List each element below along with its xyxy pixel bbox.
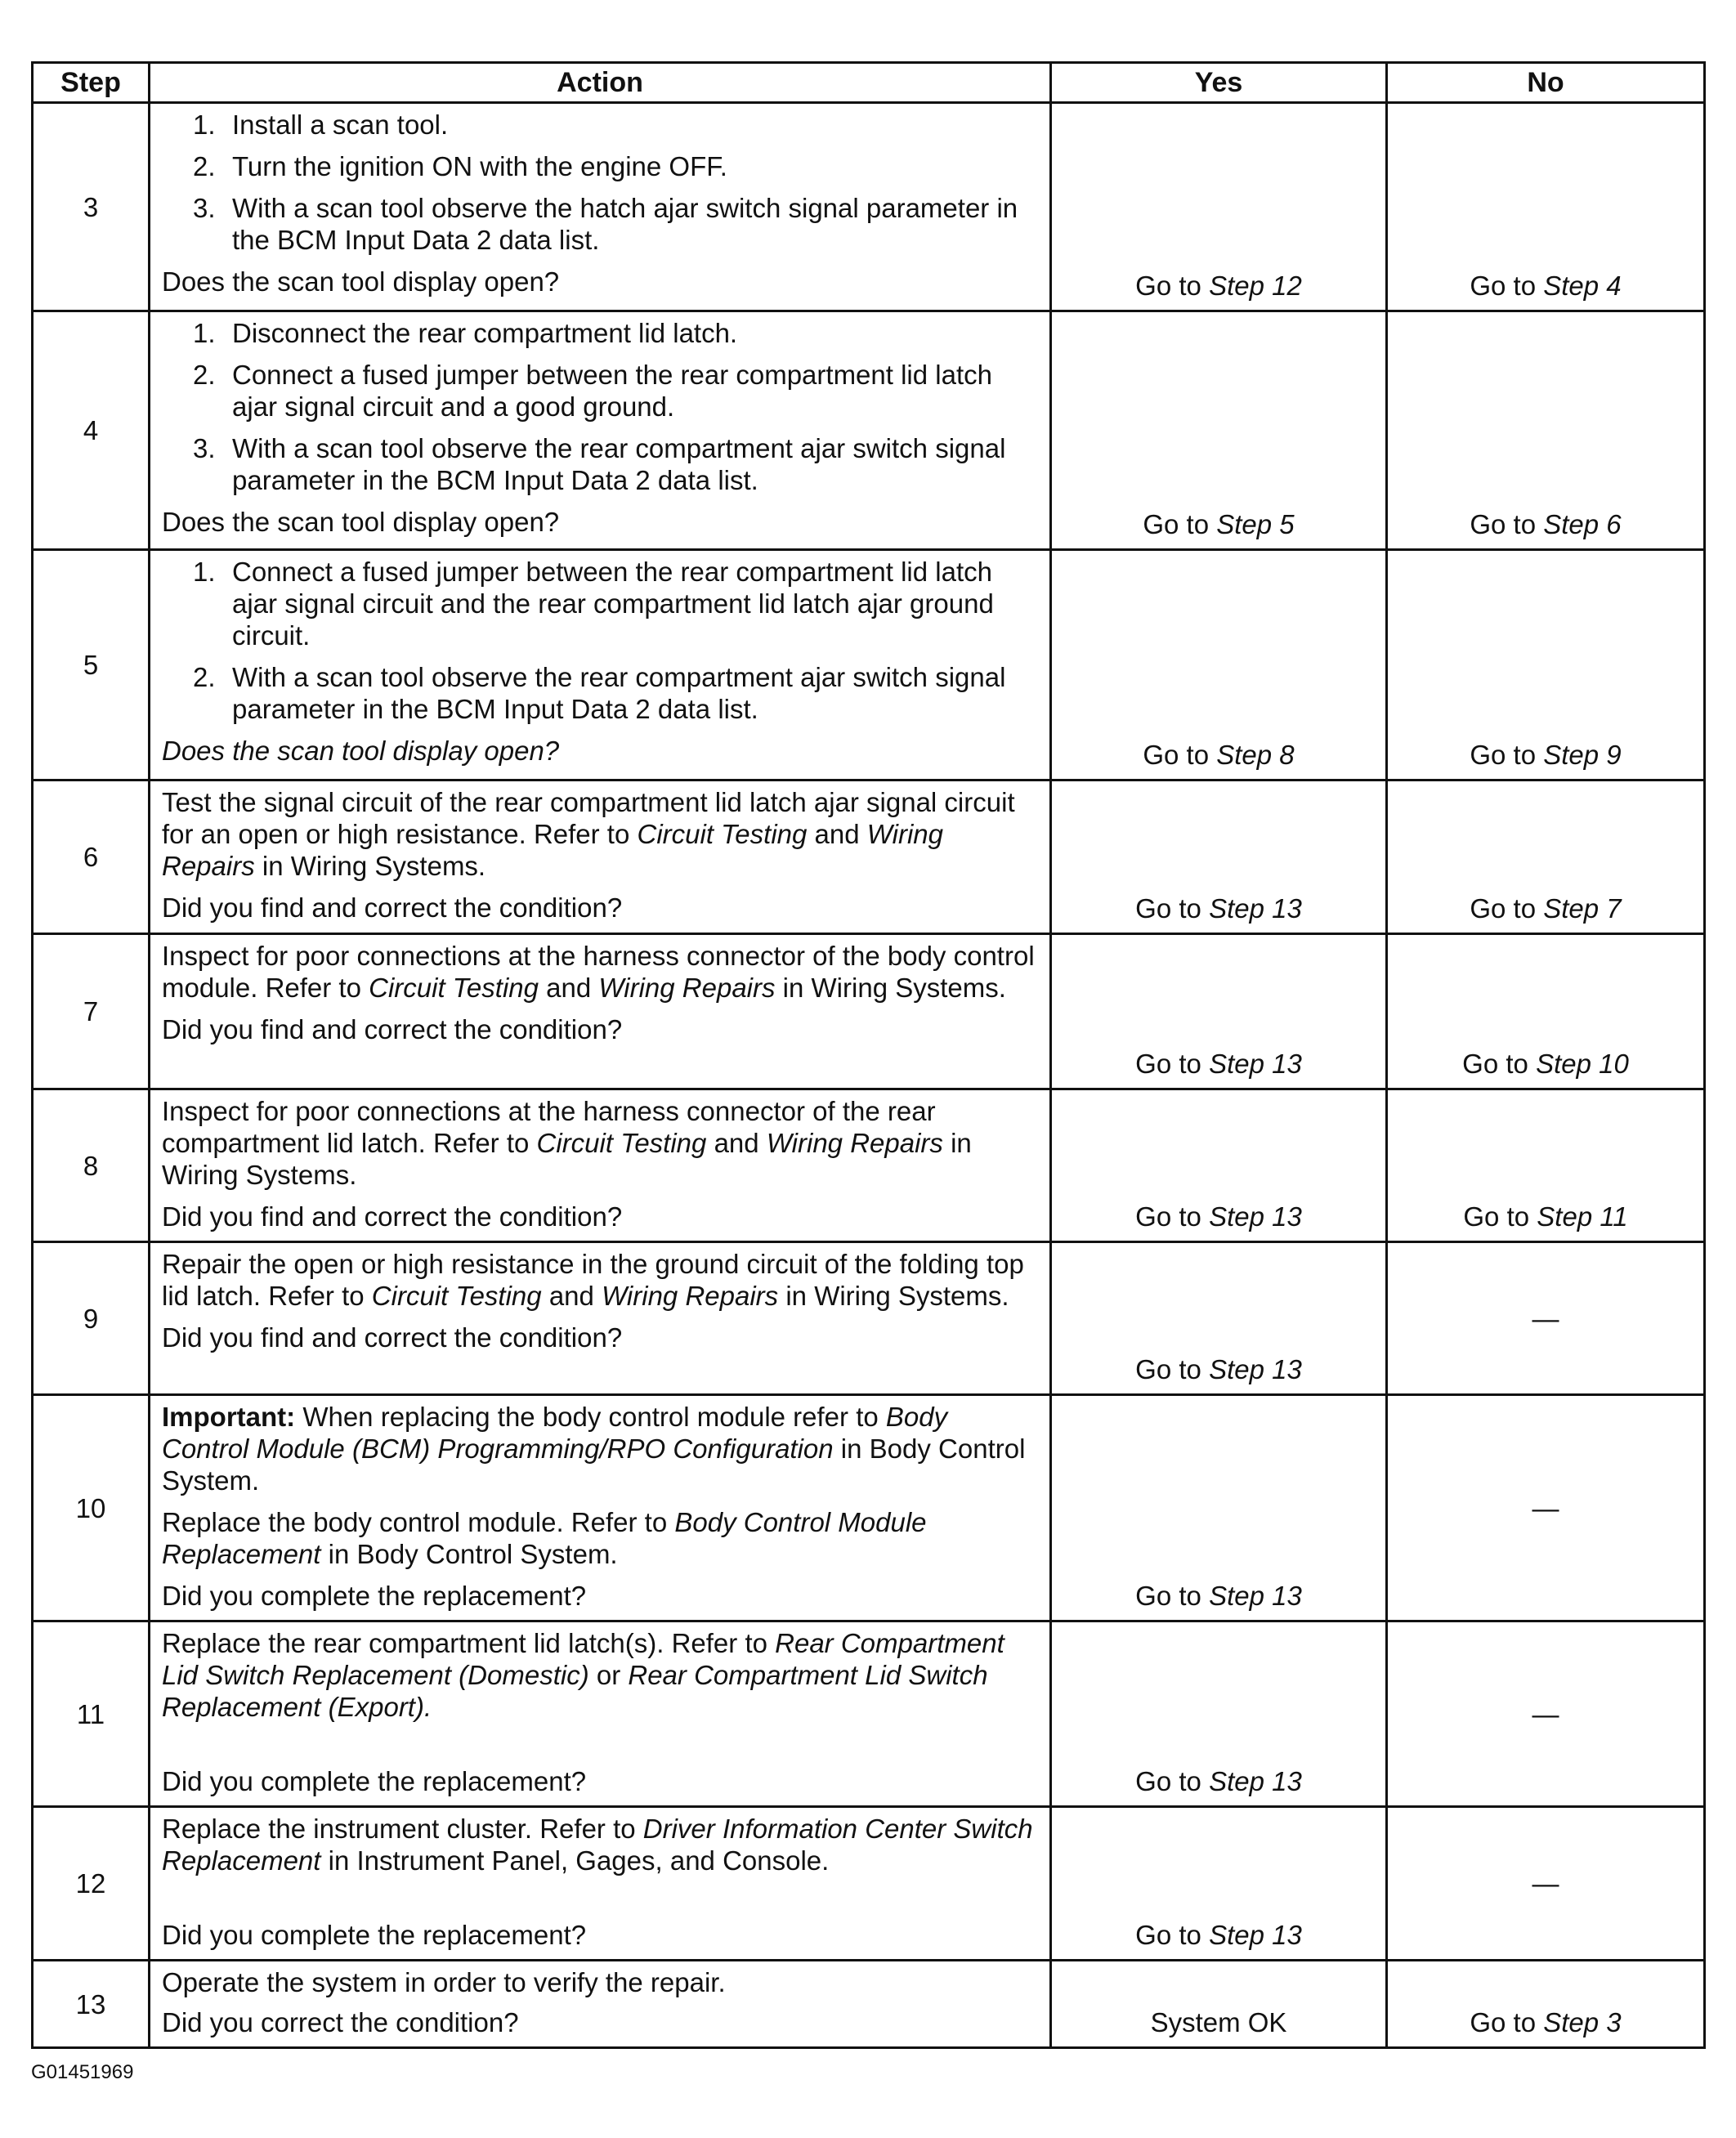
table-row (33, 550, 1705, 781)
no-target: Step 4 (1543, 271, 1622, 301)
yes-target: Step 13 (1209, 893, 1302, 924)
action-cell (150, 311, 1051, 550)
instruction: Operate the system in order to verify the repair. (162, 1967, 726, 1997)
no-prefix: Go to (1470, 2007, 1544, 2037)
item-text: Install a scan tool. (232, 110, 449, 140)
table-row (33, 781, 1705, 934)
yes-target: Step 13 (1209, 1766, 1302, 1796)
item-text: With a scan tool observe the rear compartment ajar switch signal parameter in the BCM Input Data 2 data list. (232, 662, 1006, 724)
diagnostic-table (31, 61, 1706, 2049)
action-cell (150, 1089, 1051, 1242)
yes-cell (1051, 781, 1387, 934)
instruction-text: in Wiring Systems. (254, 851, 486, 881)
question: Does the scan tool display open? (162, 736, 560, 766)
yes-target: Step 12 (1209, 271, 1302, 301)
item-number: 3. (193, 193, 216, 223)
no-target: Step 7 (1543, 893, 1622, 924)
yes-target: Step 13 (1209, 1354, 1302, 1384)
yes-cell: System OK (1051, 1961, 1387, 2048)
no-cell (1387, 311, 1705, 550)
instruction-text: in Wiring Systems. (775, 973, 1006, 1003)
important-note (162, 1401, 1035, 1496)
action-cell (150, 550, 1051, 781)
no-prefix: Go to (1463, 1201, 1537, 1232)
question: Did you complete the replacement? (162, 1766, 587, 1796)
no-target: Step 6 (1543, 509, 1622, 539)
step-number: 8 (33, 1089, 150, 1242)
instruction-text: and (541, 1281, 602, 1311)
yes-cell (1051, 311, 1387, 550)
reference-link: Circuit Testing (637, 819, 808, 849)
instruction-text: in Wiring Systems. (162, 1128, 972, 1190)
step-number: 4 (33, 311, 150, 550)
step-number: 5 (33, 550, 150, 781)
step-number: 7 (33, 934, 150, 1089)
action-cell (150, 1961, 1051, 2048)
list-item (193, 317, 1035, 349)
action-cell (150, 1395, 1051, 1621)
no-target: Step 11 (1537, 1201, 1628, 1232)
table-row (33, 934, 1705, 1089)
no-target: Step 10 (1536, 1049, 1629, 1079)
question: Did you complete the replacement? (162, 1581, 587, 1611)
no-cell (1387, 1961, 1705, 2048)
step-number: 12 (33, 1807, 150, 1961)
step-number: 11 (33, 1621, 150, 1807)
header-action: Action (150, 63, 1051, 103)
reference-link: Circuit Testing (369, 973, 539, 1003)
no-prefix: Go to (1470, 893, 1544, 924)
reference-link: Rear Compartment Lid Switch Replacement (Export). (162, 1660, 988, 1722)
question: Did you find and correct the condition? (162, 1014, 623, 1044)
reference-link: Wiring Repairs (602, 1281, 779, 1311)
yes-cell (1051, 1807, 1387, 1961)
list-item (193, 359, 1035, 423)
instruction-text: Replace the instrument cluster. Refer to (162, 1814, 643, 1844)
yes-cell (1051, 1242, 1387, 1395)
yes-cell (1051, 934, 1387, 1089)
reference-link: Circuit Testing (536, 1128, 707, 1158)
item-text: Disconnect the rear compartment lid latch. (232, 318, 738, 348)
list-item (193, 432, 1035, 496)
question: Did you correct the condition? (162, 2007, 519, 2037)
yes-prefix: Go to (1135, 1581, 1210, 1611)
instruction-text: in Wiring Systems. (778, 1281, 1009, 1311)
reference-link: Body Control Module (BCM) Programming/RPO Configuration (162, 1402, 948, 1464)
spacer (162, 1886, 1035, 1917)
instruction-text: When replacing the body control module refer to (295, 1402, 886, 1432)
instruction-text: in Instrument Panel, Gages, and Console. (320, 1845, 830, 1876)
reference-link: Wiring Repairs (766, 1128, 943, 1158)
instruction (162, 1248, 1035, 1312)
yes-prefix: Go to (1135, 1354, 1210, 1384)
instruction-text: Inspect for poor connections at the harness connector of the rear compartment lid latch. Refer to (162, 1096, 936, 1158)
yes-prefix: Go to (1135, 1201, 1210, 1232)
step-number: 13 (33, 1961, 150, 2048)
table-row (33, 1807, 1705, 1961)
item-text: Turn the ignition ON with the engine OFF. (232, 151, 727, 181)
no-target: Step 3 (1543, 2007, 1622, 2037)
yes-prefix: Go to (1135, 1920, 1210, 1950)
yes-prefix: Go to (1135, 1766, 1210, 1796)
instruction (162, 786, 1035, 882)
item-text: Connect a fused jumper between the rear compartment lid latch ajar signal circuit and the rear compartment lid latch ajar ground circuit. (232, 557, 994, 651)
no-cell: — (1387, 1395, 1705, 1621)
reference-link: Driver Information Center Switch Replacement (162, 1814, 1033, 1876)
step-number: 6 (33, 781, 150, 934)
question: Did you find and correct the condition? (162, 892, 623, 923)
no-prefix: Go to (1470, 271, 1544, 301)
table-row (33, 311, 1705, 550)
reference-link: Body Control Module Replacement (162, 1507, 927, 1569)
item-text: Connect a fused jumper between the rear compartment lid latch ajar signal circuit and a good ground. (232, 360, 992, 422)
action-cell (150, 781, 1051, 934)
action-cell (150, 934, 1051, 1089)
question: Did you complete the replacement? (162, 1920, 587, 1950)
reference-link: Wiring Repairs (598, 973, 776, 1003)
yes-prefix: Go to (1135, 1049, 1210, 1079)
action-cell (150, 1242, 1051, 1395)
question: Does the scan tool display open? (162, 507, 560, 537)
instruction-text: and (807, 819, 867, 849)
item-number: 2. (193, 360, 216, 390)
no-prefix: Go to (1470, 509, 1544, 539)
instruction-text: or (588, 1660, 629, 1690)
reference-link: Wiring Repairs (162, 819, 943, 881)
yes-cell (1051, 550, 1387, 781)
question: Did you find and correct the condition? (162, 1322, 623, 1353)
yes-target: Step 13 (1209, 1201, 1302, 1232)
no-prefix: Go to (1462, 1049, 1537, 1079)
reference-link: Circuit Testing (371, 1281, 542, 1311)
item-number: 1. (193, 318, 216, 348)
step-number: 10 (33, 1395, 150, 1621)
table-row (33, 1089, 1705, 1242)
table-row (33, 1242, 1705, 1395)
header-row (33, 63, 1705, 103)
no-cell: — (1387, 1807, 1705, 1961)
header-no: No (1387, 63, 1705, 103)
instruction-text: and (706, 1128, 767, 1158)
instruction-text: in Body Control System. (320, 1539, 618, 1569)
yes-cell (1051, 1089, 1387, 1242)
header-yes: Yes (1051, 63, 1387, 103)
no-cell (1387, 781, 1705, 934)
spacer (162, 1733, 1035, 1764)
instruction (162, 1813, 1035, 1876)
action-cell (150, 103, 1051, 311)
no-cell: — (1387, 1621, 1705, 1807)
instruction-text: Inspect for poor connections at the harness connector of the body control module. Refer to (162, 941, 1035, 1003)
no-cell (1387, 934, 1705, 1089)
yes-prefix: Go to (1135, 271, 1210, 301)
no-prefix: Go to (1470, 740, 1544, 770)
instruction-text: in Body Control System. (162, 1434, 1026, 1496)
table-row (33, 1395, 1705, 1621)
yes-cell (1051, 103, 1387, 311)
list-item (193, 661, 1035, 725)
yes-prefix: Go to (1143, 740, 1217, 770)
yes-target: Step 13 (1209, 1581, 1302, 1611)
yes-prefix: Go to (1135, 893, 1210, 924)
instruction (162, 1506, 1035, 1570)
list-item (193, 109, 1035, 141)
yes-target: Step 13 (1209, 1920, 1302, 1950)
item-number: 2. (193, 662, 216, 692)
yes-target: Step 8 (1216, 740, 1295, 770)
instruction (162, 1095, 1035, 1191)
no-target: Step 9 (1543, 740, 1622, 770)
important-label: Important: (162, 1402, 296, 1432)
item-number: 2. (193, 151, 216, 181)
question: Did you find and correct the condition? (162, 1201, 623, 1232)
no-cell (1387, 103, 1705, 311)
yes-cell (1051, 1395, 1387, 1621)
yes-cell (1051, 1621, 1387, 1807)
reference-link: Rear Compartment Lid Switch Replacement (Domestic) (162, 1628, 1004, 1690)
question: Does the scan tool display open? (162, 266, 560, 297)
action-cell (150, 1807, 1051, 1961)
instruction (162, 940, 1035, 1004)
instruction-text: Replace the body control module. Refer to (162, 1507, 675, 1537)
yes-target: Step 13 (1209, 1049, 1302, 1079)
list-item (193, 192, 1035, 256)
list-item (193, 150, 1035, 182)
item-number: 1. (193, 557, 216, 587)
no-cell: — (1387, 1242, 1705, 1395)
table-row (33, 1961, 1705, 2048)
action-cell (150, 1621, 1051, 1807)
header-step: Step (33, 63, 150, 103)
item-number: 1. (193, 110, 216, 140)
item-text: With a scan tool observe the rear compartment ajar switch signal parameter in the BCM Input Data 2 data list. (232, 433, 1006, 495)
no-cell (1387, 550, 1705, 781)
instruction (162, 1627, 1035, 1723)
no-cell (1387, 1089, 1705, 1242)
list-item (193, 556, 1035, 651)
step-number: 9 (33, 1242, 150, 1395)
instruction-text: Repair the open or high resistance in the ground circuit of the folding top lid latch. Refer to (162, 1249, 1024, 1311)
yes-prefix: Go to (1143, 509, 1217, 539)
table-row (33, 1621, 1705, 1807)
instruction-text: Test the signal circuit of the rear compartment lid latch ajar signal circuit for an open or high resistance. Refer to (162, 787, 1015, 849)
instruction-text: and (539, 973, 599, 1003)
item-text: With a scan tool observe the hatch ajar switch signal parameter in the BCM Input Data 2 data list. (232, 193, 1018, 255)
table-row (33, 103, 1705, 311)
step-number: 3 (33, 103, 150, 311)
item-number: 3. (193, 433, 216, 463)
yes-target: Step 5 (1216, 509, 1295, 539)
figure-id: G01451969 (31, 2061, 134, 2083)
instruction-text: Replace the rear compartment lid latch(s). Refer to (162, 1628, 776, 1658)
